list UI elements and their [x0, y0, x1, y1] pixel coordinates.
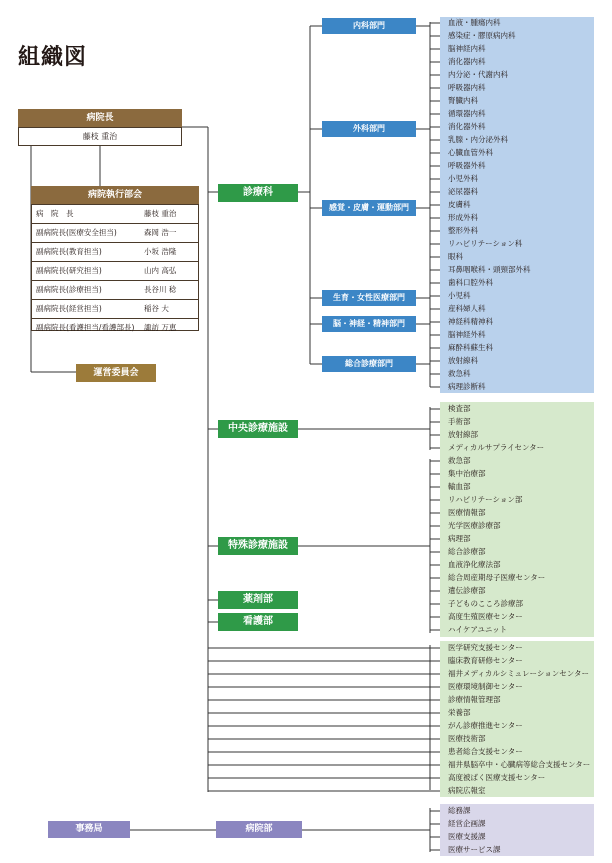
executive-row [32, 243, 198, 262]
list-item: 検査部 [448, 404, 471, 413]
hospital-dept-box: 病院部 [216, 821, 302, 838]
list-item: 形成外科 [448, 213, 478, 222]
executive-heading: 病院執行部会 [31, 186, 199, 204]
list-item: リハビリテーション部 [448, 495, 523, 504]
list-item: 泌尿器科 [448, 187, 478, 196]
list-item: 医療情報部 [448, 508, 486, 517]
office-box: 事務局 [48, 821, 130, 838]
dept-growth: 生育・女性医療部門 [322, 290, 416, 306]
page-title: 組織図 [18, 45, 88, 70]
executive-name: 稲谷 大 [144, 304, 169, 313]
executive-name: 藤枝 重治 [144, 209, 177, 218]
list-item: 診療情報管理部 [448, 695, 501, 704]
list-item: 心臓血管外科 [448, 148, 493, 157]
director-heading: 病院長 [18, 109, 182, 127]
list-item: 高度生殖医療センター [448, 612, 523, 621]
list-item: 消化器内科 [448, 57, 486, 66]
list-item: 総合診療部 [448, 547, 486, 556]
list-item: 耳鼻咽喉科・頭頸部外科 [448, 265, 531, 274]
executive-name: 森岡 浩一 [144, 228, 177, 237]
list-item: 放射線科 [448, 356, 478, 365]
nursing-box: 看護部 [218, 613, 298, 631]
director-name: 藤枝 重治 [18, 127, 182, 146]
list-item: 患者総合支援センター [448, 747, 523, 756]
executive-name: 小坂 浩隆 [144, 247, 177, 256]
list-item: 病理部 [448, 534, 471, 543]
dept-neuro: 脳・神経・精神部門 [322, 316, 416, 332]
list-item: 麻酔科蘇生科 [448, 343, 493, 352]
executive-role: 病 院 長 [36, 209, 74, 218]
executive-role: 副病院長(研究担当) [36, 266, 102, 275]
list-item: 医学研究支援センター [448, 643, 523, 652]
list-item: 整形外科 [448, 226, 478, 235]
list-item: メディカルサプライセンター [448, 443, 545, 452]
list-item: 消化器外科 [448, 122, 486, 131]
list-item: 循環器内科 [448, 109, 486, 118]
list-item: がん診療推進センター [448, 721, 523, 730]
executive-row [32, 281, 198, 300]
list-item: 小児科 [448, 291, 471, 300]
executive-role: 副病院長(看護担当/看護部長) [36, 323, 135, 332]
list-item: 遺伝診療部 [448, 586, 486, 595]
list-item: ハイケアユニット [448, 625, 508, 634]
dept-surgery: 外科部門 [322, 121, 416, 137]
list-item: 放射線部 [448, 430, 478, 439]
list-item: 腎臓内科 [448, 96, 478, 105]
list-item: 救急科 [448, 369, 471, 378]
pharmacy-box: 薬剤部 [218, 591, 298, 609]
executive-row [32, 319, 198, 337]
dept-sensory: 感覚・皮膚・運動部門 [322, 200, 416, 216]
executive-row [32, 205, 198, 224]
list-item: 内分泌・代謝内科 [448, 70, 508, 79]
executive-row [32, 300, 198, 319]
list-item: リハビリテーション科 [448, 239, 523, 248]
executive-name: 長谷川 稔 [144, 285, 177, 294]
special-box: 特殊診療施設 [218, 537, 298, 555]
list-item: 産科婦人科 [448, 304, 486, 313]
shinryo-box: 診療科 [218, 184, 298, 202]
list-item: 子どものこころ診療部 [448, 599, 523, 608]
executive-table [31, 204, 199, 331]
list-item: 血液浄化療法部 [448, 560, 501, 569]
list-item: 医療サービス課 [448, 845, 501, 854]
list-item: 手術部 [448, 417, 471, 426]
list-item: 眼科 [448, 252, 463, 261]
list-item: 臨床教育研修センター [448, 656, 523, 665]
executive-name: 諏訪 万恵 [144, 323, 177, 332]
list-item: 病院広報室 [448, 786, 486, 795]
dept-general: 総合診療部門 [322, 356, 416, 372]
list-item: 脳神経内科 [448, 44, 486, 53]
list-item: 集中治療部 [448, 469, 486, 478]
list-item: 小児外科 [448, 174, 478, 183]
dept-internal: 内科部門 [322, 18, 416, 34]
list-item: 医療環境制御センター [448, 682, 523, 691]
list-item: 神経科精神科 [448, 317, 493, 326]
executive-name: 山内 高弘 [144, 266, 177, 275]
list-item: 脳神経外科 [448, 330, 486, 339]
list-item: 呼吸器外科 [448, 161, 486, 170]
list-item: 病理診断科 [448, 382, 486, 391]
list-item: 総合周産期母子医療センター [448, 573, 546, 582]
list-item: 高度被ばく医療支援センター [448, 773, 546, 782]
executive-role: 副病院長(教育担当) [36, 247, 102, 256]
list-item: 光学医療診療部 [448, 521, 501, 530]
list-item: 輸血部 [448, 482, 471, 491]
list-item: 歯科口腔外科 [448, 278, 493, 287]
list-item: 総務課 [448, 806, 471, 815]
list-item: 栄養部 [448, 708, 471, 717]
executive-role: 副病院長(医療安全担当) [36, 228, 117, 237]
list-item: 呼吸器内科 [448, 83, 486, 92]
committee-box: 運営委員会 [76, 364, 156, 382]
central-box: 中央診療施設 [218, 420, 298, 438]
list-item: 乳腺・内分泌外科 [448, 135, 508, 144]
list-item: 経営企画課 [448, 819, 486, 828]
executive-row [32, 262, 198, 281]
executive-role: 副病院長(診療担当) [36, 285, 102, 294]
list-item: 感染症・膠原病内科 [448, 31, 516, 40]
list-item: 血液・腫瘍内科 [448, 18, 501, 27]
list-item: 福井メディカルシミュレーションセンター [448, 669, 589, 678]
executive-row [32, 224, 198, 243]
executive-role: 副病院長(経営担当) [36, 304, 102, 313]
list-item: 医療技術部 [448, 734, 486, 743]
list-item: 皮膚科 [448, 200, 471, 209]
list-item: 救急部 [448, 456, 471, 465]
list-item: 福井県脳卒中・心臓病等総合支援センター [448, 760, 591, 769]
list-item: 医療支援課 [448, 832, 486, 841]
